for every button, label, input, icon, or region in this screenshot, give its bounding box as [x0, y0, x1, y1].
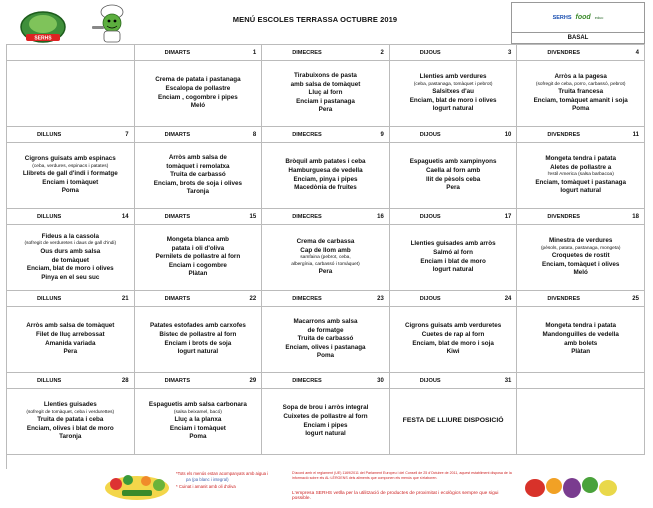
- menu-line: Truita de patata i ceba: [37, 416, 104, 424]
- day-header: [135, 127, 263, 143]
- allergen-legal-note: D'acord amb el reglament (UE) 1169/2011 del Parlament Europeu i del Consell de 25 d'Octubre de 2011, aquest establiment disposa de la informació sobre els AL·LÈRGENS dels aliments que componen els menús que s'elaboren.: [292, 471, 512, 481]
- menu-line: Enciam i pastanaga: [296, 97, 355, 105]
- day-number: 18: [632, 213, 639, 220]
- menu-line: Enciam i pipes: [303, 421, 348, 429]
- menu-line: Enciam, tomàquet i pastanaga: [535, 178, 626, 186]
- day-header: [262, 209, 390, 225]
- menu-line: Patates estofades amb carxofes: [149, 322, 246, 330]
- menu-line: Enciam, blat de moro i olives: [26, 265, 114, 273]
- school-logo: [18, 10, 68, 44]
- day-number: 16: [377, 213, 384, 220]
- menu-line: Enciam, brots de soja i olives: [153, 179, 242, 187]
- day-number: 4: [635, 49, 639, 56]
- menu-line: llit de pèsols ceba: [425, 175, 481, 183]
- menu-line: amb salsa de tomàquet: [290, 80, 361, 88]
- menu-line: Truita francesa: [558, 88, 604, 96]
- menu-line: Pera: [63, 348, 78, 356]
- menu-line: Hamburguesa de vedella: [288, 166, 363, 174]
- menu-line: Salsitxes d'au: [432, 88, 474, 96]
- menu-line: (ceba, verdures, espinacs i patates): [32, 163, 109, 169]
- day-header: [390, 127, 518, 143]
- menu-line: de tomàquet: [51, 256, 90, 264]
- day-menu: [517, 389, 645, 455]
- day-name: DIJOUS: [419, 49, 441, 56]
- menu-line: Salmó al forn: [433, 248, 474, 256]
- chef-mascot-icon: [88, 4, 132, 44]
- day-header: [262, 373, 390, 389]
- day-number: 3: [508, 49, 512, 56]
- day-menu: [262, 61, 390, 127]
- day-name: DIMECRES: [292, 131, 322, 138]
- day-name: DIJOUS: [419, 213, 441, 220]
- menu-line: Enciam i brots de soja: [164, 339, 232, 347]
- day-header: [7, 127, 135, 143]
- day-number: 14: [121, 213, 129, 220]
- menu-line: Macarrons amb salsa: [293, 318, 358, 326]
- menu-line: Mongeta tendra i patata: [545, 155, 617, 163]
- day-number: 11: [632, 131, 639, 138]
- day-name: DIMARTS: [164, 295, 191, 302]
- menu-line: Cigrons guisats amb espinacs: [24, 155, 116, 163]
- day-menu: [7, 389, 135, 455]
- menu-line: Enciam , cogombre i pipes: [158, 93, 238, 101]
- menu-line: Escalopa de pollastre: [165, 84, 231, 92]
- day-header: [7, 373, 135, 389]
- brand-sub: educ: [594, 15, 604, 20]
- menu-line: samfaina (pebrot, ceba,: [300, 255, 351, 261]
- brand-food: food: [575, 14, 591, 21]
- day-header: [135, 45, 263, 61]
- menu-line: l'estil America (salsa barbacoa): [547, 172, 614, 178]
- menu-line: Enciam, tomàquet amanit i soja: [533, 96, 628, 104]
- day-header: [517, 291, 645, 307]
- menu-line: patata i oli d'oliva: [171, 244, 225, 252]
- menu-line: Macedònia de fruites: [294, 184, 357, 192]
- day-name: DIMARTS: [164, 213, 191, 220]
- day-menu: [7, 225, 135, 291]
- menu-line: (sofregit de ceba, porro, carbassó, pebrot): [535, 81, 626, 87]
- brand-logo: [511, 2, 645, 33]
- menu-line: Meló: [573, 269, 588, 277]
- healthy-food-logo: [102, 470, 172, 502]
- day-menu: [517, 61, 645, 127]
- day-header: [517, 209, 645, 225]
- day-menu: [390, 389, 518, 455]
- day-name: DIMECRES: [292, 295, 322, 302]
- menu-line: Taronja: [186, 188, 210, 196]
- menu-line: Pera: [318, 268, 333, 276]
- day-number: 23: [377, 295, 384, 302]
- day-name: DILLUNS: [37, 295, 62, 302]
- menu-line: Croquetes de rostit: [551, 252, 610, 260]
- menu-line: Enciam i tomàquet: [42, 178, 99, 186]
- menu-line: Pinya en el seu suc: [41, 273, 100, 281]
- logo-text: SERHS: [34, 35, 52, 42]
- menu-line: Pernilets de pollastre al forn: [155, 253, 241, 261]
- menu-line: Ous durs amb salsa: [40, 247, 101, 255]
- menu-line: Enciam i blat de moro: [420, 257, 486, 265]
- day-menu: [390, 307, 518, 373]
- menu-line: amb bolets: [564, 339, 598, 347]
- menu-line: Minestra de verdures: [549, 237, 613, 245]
- day-number: 8: [252, 131, 257, 138]
- menu-line: Mongeta tendra i patata: [545, 322, 617, 330]
- menu-line: Crema de carbassa: [296, 238, 355, 246]
- menu-line: Enciam, pinya i pipes: [293, 175, 358, 183]
- menu-line: Llenties amb verdures: [419, 73, 487, 81]
- menu-line: Poma: [189, 433, 207, 441]
- day-header: [517, 45, 645, 61]
- day-menu: [7, 307, 135, 373]
- menu-line: Caella al forn amb: [425, 166, 481, 174]
- menu-line: Pera: [446, 184, 460, 192]
- menu-notes: [176, 471, 294, 490]
- menu-line: Poma: [572, 105, 590, 113]
- note-water-bread: *Tots els menús estan acompanyats amb aigua i: [176, 471, 269, 476]
- menu-line: (pèsols, patata, pastanaga, mongeta): [540, 245, 621, 251]
- day-number: 17: [504, 213, 512, 220]
- day-header: [7, 209, 135, 225]
- menu-line: Poma: [316, 352, 335, 360]
- menu-line: (sofregit de tomàquet, ceba i verdurettes): [26, 409, 115, 415]
- menu-line: Arròs a la pagesa: [554, 73, 607, 81]
- day-header: [262, 291, 390, 307]
- menu-line: Espaguetis amb salsa carbonara: [148, 401, 247, 409]
- note-olive-oil: * Cuinat i amanit amb oli d'oliva: [176, 483, 236, 489]
- day-name: DILLUNS: [37, 131, 62, 138]
- day-menu: [262, 307, 390, 373]
- day-name: DIMARTS: [164, 131, 191, 138]
- day-number: 9: [380, 131, 384, 138]
- day-name: DIMARTS: [164, 49, 191, 56]
- day-header: [135, 373, 263, 389]
- day-name: DIMECRES: [292, 377, 322, 384]
- day-header: [390, 291, 518, 307]
- day-header: [262, 127, 390, 143]
- day-number: 21: [121, 295, 129, 302]
- menu-line: (salsa beixamel, bacó): [173, 409, 222, 415]
- menu-line: Arròs amb salsa de: [168, 154, 227, 162]
- menu-line: Aletes de pollastre a: [550, 163, 612, 171]
- menu-line: Bistec de pollastre al forn: [159, 330, 237, 338]
- menu-line: Arròs amb salsa de tomàquet: [26, 322, 115, 330]
- menu-line: Cuetes de rap al forn: [421, 330, 485, 338]
- day-menu: [135, 307, 263, 373]
- day-menu: [135, 143, 263, 209]
- proximity-note: L'empresa SERHS vetlla per la utilització de productes de proximitat i ecològics sempre que sigui possible.: [292, 491, 499, 501]
- day-name: DIVENDRES: [547, 49, 581, 56]
- menu-line: Poma: [61, 187, 79, 195]
- menu-line: Enciam, olives i blat de moro: [26, 424, 114, 432]
- day-header: [135, 291, 263, 307]
- menu-line: Cigrons guisats amb verduretes: [404, 322, 502, 330]
- menu-line: Enciam i tomàquet: [169, 424, 226, 432]
- menu-line: Iogurt natural: [432, 105, 474, 113]
- day-menu: [7, 143, 135, 209]
- day-header: [135, 209, 263, 225]
- menu-line: Crema de patata i pastanaga: [155, 76, 241, 84]
- menu-calendar: [6, 44, 645, 469]
- menu-line: Lluç al forn: [308, 89, 343, 97]
- menu-line: Sopa de brou i arròs integral: [282, 404, 369, 412]
- menu-line: Enciam, blat de moro i olives: [409, 96, 497, 104]
- menu-line: Iogurt natural: [305, 430, 346, 438]
- menu-line: Kiwi: [446, 348, 460, 356]
- day-number: 15: [249, 213, 257, 220]
- day-menu: [390, 143, 518, 209]
- day-number: 24: [504, 295, 512, 302]
- day-name: DIVENDRES: [547, 213, 581, 220]
- menu-line: Enciam, blat de moro i soja: [412, 339, 494, 347]
- day-number: 7: [125, 131, 129, 138]
- menu-line: Truita de carbassó: [297, 335, 354, 343]
- menu-line: Fideus a la cassola: [41, 232, 99, 240]
- day-header: [390, 209, 518, 225]
- menu-line: Enciam i cogombre: [168, 261, 227, 269]
- menu-line: Pera: [318, 106, 333, 114]
- day-menu: [517, 225, 645, 291]
- day-number: 22: [249, 295, 257, 302]
- day-header: [7, 45, 135, 61]
- day-menu: [390, 225, 518, 291]
- menu-line: Enciam, olives i pastanaga: [285, 343, 366, 351]
- menu-line: (ceba, pastanaga, tomàquet i pebrot): [413, 81, 493, 87]
- day-menu: [135, 225, 263, 291]
- note-bread-type: pa (pa blanc i integral): [186, 477, 229, 483]
- day-number: 30: [377, 377, 384, 384]
- day-header: [517, 127, 645, 143]
- day-number: 29: [249, 377, 257, 384]
- day-name: DIMECRES: [292, 49, 322, 56]
- day-menu: [7, 61, 135, 127]
- menu-line: Llenties guisades: [43, 401, 97, 409]
- day-menu: [517, 307, 645, 373]
- day-number: 2: [380, 49, 384, 56]
- day-menu: [262, 389, 390, 455]
- day-number: 31: [504, 377, 512, 384]
- day-name: DILLUNS: [37, 213, 62, 220]
- menu-line: albergínia, carbassó i tomàquet): [291, 261, 360, 267]
- day-name: DIVENDRES: [547, 131, 581, 138]
- day-number: 10: [504, 131, 512, 138]
- day-number: 25: [632, 295, 639, 302]
- menu-line: Plàtan: [571, 348, 591, 356]
- day-name: DIJOUS: [419, 295, 441, 302]
- menu-line: FESTA DE LLIURE DISPOSICIÓ: [402, 417, 504, 425]
- day-name: DIMARTS: [164, 377, 191, 384]
- menu-line: Filet de lluç arrebossat: [36, 330, 105, 338]
- day-name: DILLUNS: [37, 377, 62, 384]
- menu-line: Espaguetis amb xampinyons: [409, 158, 497, 166]
- day-header: [390, 45, 518, 61]
- day-name: DIJOUS: [419, 131, 441, 138]
- day-number: 28: [121, 377, 129, 384]
- menu-line: Meló: [190, 102, 206, 110]
- menu-line: Llenties guisades amb arròs: [410, 240, 496, 248]
- menu-line: tomàquet i remolatxa: [166, 162, 230, 170]
- menu-line: Iogurt natural: [560, 187, 601, 195]
- day-header: [517, 373, 645, 389]
- day-header: [262, 45, 390, 61]
- menu-line: Tirabuixons de pasta: [294, 72, 357, 80]
- diet-label: BASAL: [511, 33, 645, 44]
- day-header: [7, 291, 135, 307]
- menu-line: (sofregit de verduretes i daus de gall d'indi): [24, 241, 117, 247]
- menu-line: Lluç a la planxa: [174, 416, 222, 424]
- day-header: [390, 373, 518, 389]
- day-menu: [262, 225, 390, 291]
- day-menu: [517, 143, 645, 209]
- page-title: MENÚ ESCOLES TERRASSA OCTUBRE 2019: [232, 15, 398, 24]
- menu-line: Bròquil amb patates i ceba: [285, 158, 366, 166]
- menu-line: Iogurt natural: [177, 348, 219, 356]
- vegetables-icon: [520, 470, 620, 502]
- menu-line: Truita de carbassó: [170, 171, 226, 179]
- menu-line: de formatge: [307, 326, 344, 334]
- day-menu: [262, 143, 390, 209]
- menu-line: Amanida variada: [45, 339, 96, 347]
- menu-line: Mandonguilles de vedella: [542, 330, 619, 338]
- brand-name: SERHS: [552, 14, 572, 21]
- menu-line: Taronja: [59, 433, 82, 441]
- menu-line: Llibrets de gall d'indi i formatge: [22, 170, 118, 178]
- day-menu: [135, 389, 263, 455]
- day-number: 1: [252, 49, 257, 56]
- day-name: DIMECRES: [292, 213, 322, 220]
- menu-line: Cap de llom amb: [300, 246, 351, 254]
- menu-line: Mongeta blanca amb: [166, 236, 230, 244]
- day-menu: [135, 61, 263, 127]
- menu-line: Iogurt natural: [432, 266, 474, 274]
- day-name: DIJOUS: [419, 377, 441, 384]
- menu-line: Plàtan: [188, 270, 208, 278]
- menu-line: Enciam, tomàquet i olives: [542, 260, 620, 268]
- day-name: DIVENDRES: [547, 295, 581, 302]
- menu-line: Cuixetes de pollastre al forn: [283, 412, 368, 420]
- day-menu: [390, 61, 518, 127]
